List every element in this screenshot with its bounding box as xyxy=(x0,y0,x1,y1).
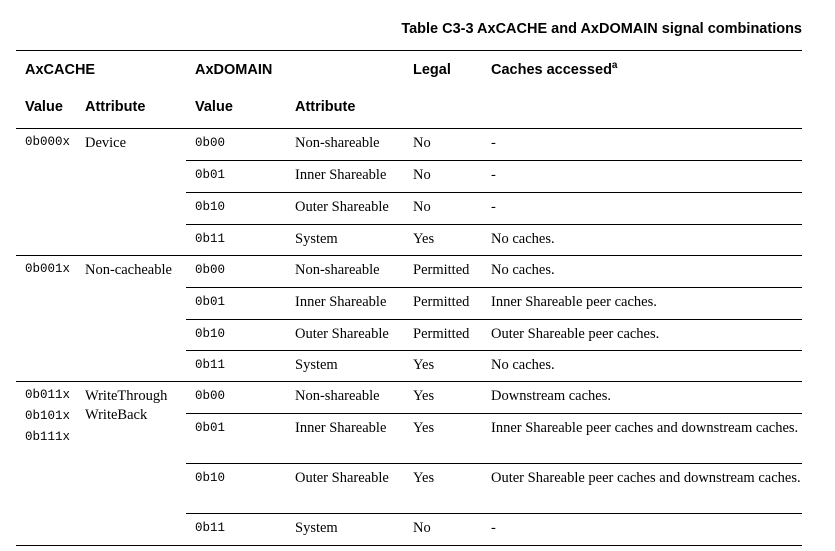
axdomain-value: 0b11 xyxy=(186,225,286,256)
axcache-attribute: WriteBack xyxy=(85,407,148,423)
header-axdomain: AxDOMAIN xyxy=(195,62,273,78)
table-row xyxy=(16,129,802,161)
caches-accessed: Inner Shareable peer caches and downstream caches. xyxy=(482,414,802,464)
legal-value: No xyxy=(404,129,482,161)
axdomain-value: 0b10 xyxy=(186,320,286,351)
caches-accessed: No caches. xyxy=(482,256,802,288)
axdomain-attribute: System xyxy=(286,514,404,546)
axcache-attribute-cell xyxy=(76,129,186,256)
axdomain-attribute: Inner Shareable xyxy=(286,288,404,320)
axcache-value: 0b000x xyxy=(25,135,71,149)
table-row xyxy=(16,382,802,414)
legal-value: Yes xyxy=(404,225,482,256)
header-axcache-value: Value xyxy=(25,98,63,115)
caches-accessed: Outer Shareable peer caches and downstream caches. xyxy=(482,464,802,514)
axdomain-attribute: Outer Shareable xyxy=(286,193,404,225)
axcache-value: 0b001x xyxy=(25,262,71,276)
axdomain-value: 0b10 xyxy=(186,464,286,514)
caches-accessed: Downstream caches. xyxy=(482,382,802,414)
caches-accessed: Inner Shareable peer caches. xyxy=(482,288,802,320)
axcache-attribute: WriteThrough xyxy=(85,388,168,404)
table-row xyxy=(16,256,802,288)
legal-value: No xyxy=(404,514,482,546)
header-legal: Legal xyxy=(413,62,451,78)
axcache-value: 0b101x xyxy=(25,409,71,423)
axdomain-attribute: Inner Shareable xyxy=(286,414,404,464)
caches-accessed: - xyxy=(482,129,802,161)
table-caption: Table C3-3 AxCACHE and AxDOMAIN signal combinations xyxy=(401,21,802,37)
axcache-attribute-cell xyxy=(76,256,186,382)
caches-accessed: - xyxy=(482,514,802,546)
axdomain-attribute: Outer Shareable xyxy=(286,320,404,351)
axcache-value: 0b111x xyxy=(25,430,71,444)
axdomain-value: 0b10 xyxy=(186,193,286,225)
axdomain-value: 0b01 xyxy=(186,161,286,193)
axdomain-value: 0b00 xyxy=(186,129,286,161)
caches-accessed: - xyxy=(482,193,802,225)
caches-accessed: Outer Shareable peer caches. xyxy=(482,320,802,351)
caches-accessed: - xyxy=(482,161,802,193)
axdomain-attribute: Non-shareable xyxy=(286,129,404,161)
axdomain-value: 0b00 xyxy=(186,382,286,414)
axdomain-attribute: System xyxy=(286,225,404,256)
header-caches-text: Caches accessed xyxy=(491,62,612,78)
header-axdomain-value: Value xyxy=(195,98,233,115)
caches-accessed: No caches. xyxy=(482,225,802,256)
axcache-attribute: Non-cacheable xyxy=(85,262,172,278)
header-axcache: AxCACHE xyxy=(25,62,96,78)
axdomain-attribute: System xyxy=(286,351,404,382)
axcache-value: 0b011x xyxy=(25,388,71,402)
axdomain-attribute: Non-shareable xyxy=(286,256,404,288)
axdomain-value: 0b01 xyxy=(186,414,286,464)
header-caches-accessed xyxy=(482,51,802,89)
legal-value: Yes xyxy=(404,464,482,514)
axdomain-value: 0b11 xyxy=(186,351,286,382)
legal-value: Yes xyxy=(404,414,482,464)
header-axcache-attribute: Attribute xyxy=(85,98,146,115)
signal-combinations-table xyxy=(16,50,802,546)
legal-value: No xyxy=(404,193,482,225)
axcache-value-cell xyxy=(16,382,76,546)
legal-value: Yes xyxy=(404,382,482,414)
caches-accessed: No caches. xyxy=(482,351,802,382)
axdomain-attribute: Non-shareable xyxy=(286,382,404,414)
legal-value: Permitted xyxy=(404,256,482,288)
axcache-value-cell xyxy=(16,256,76,382)
axdomain-value: 0b00 xyxy=(186,256,286,288)
axcache-attribute-cell xyxy=(76,382,186,546)
header-axdomain-attribute: Attribute xyxy=(295,98,356,115)
footnote-marker: a xyxy=(611,60,618,72)
legal-value: Permitted xyxy=(404,320,482,351)
axdomain-attribute: Outer Shareable xyxy=(286,464,404,514)
legal-value: No xyxy=(404,161,482,193)
axdomain-attribute: Inner Shareable xyxy=(286,161,404,193)
axdomain-value: 0b11 xyxy=(186,514,286,546)
axdomain-value: 0b01 xyxy=(186,288,286,320)
axcache-value-cell xyxy=(16,129,76,256)
legal-value: Yes xyxy=(404,351,482,382)
axcache-attribute: Device xyxy=(85,135,127,151)
legal-value: Permitted xyxy=(404,288,482,320)
table-body xyxy=(16,129,802,546)
